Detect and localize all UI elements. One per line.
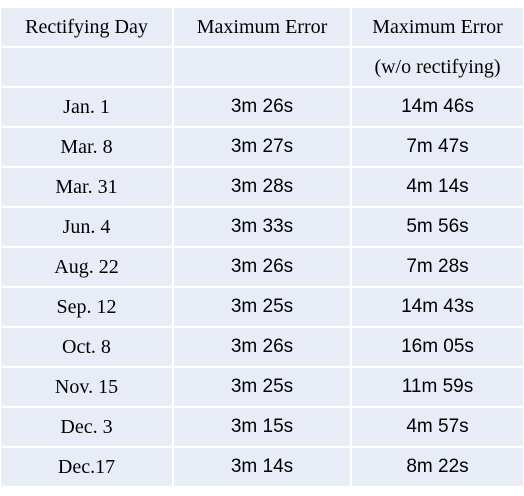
cell-maximum-error: 3m 26s: [174, 88, 350, 126]
header-maximum-error: Maximum Error: [174, 8, 350, 46]
table-row: [0, 368, 524, 406]
cell-maximum-error-unrectified: 4m 14s: [352, 168, 523, 206]
table-row: [0, 248, 524, 286]
cell-maximum-error-unrectified: 5m 56s: [352, 208, 523, 246]
table-row: [0, 128, 524, 166]
header-maximum-error-unrectified: Maximum Error: [352, 8, 523, 46]
cell-maximum-error: 3m 26s: [174, 328, 350, 366]
table-row: [0, 408, 524, 446]
cell-maximum-error: 3m 25s: [174, 288, 350, 326]
cell-maximum-error-unrectified: 11m 59s: [352, 368, 523, 406]
header-rectifying-day: Rectifying Day: [1, 8, 172, 46]
cell-rectifying-day: Aug. 22: [1, 248, 172, 286]
cell-rectifying-day: Jun. 4: [1, 208, 172, 246]
cell-rectifying-day: Sep. 12: [1, 288, 172, 326]
cell-maximum-error-unrectified: 7m 47s: [352, 128, 523, 166]
header-sub-wo-rectifying: (w/o rectifying): [352, 48, 523, 86]
cell-maximum-error-unrectified: 14m 43s: [352, 288, 523, 326]
header-sub-empty-2: [174, 48, 350, 86]
table-row: [0, 328, 524, 366]
cell-maximum-error: 3m 27s: [174, 128, 350, 166]
cell-maximum-error-unrectified: 8m 22s: [352, 448, 523, 486]
cell-maximum-error-unrectified: 14m 46s: [352, 88, 523, 126]
cell-rectifying-day: Mar. 31: [1, 168, 172, 206]
cell-maximum-error: 3m 26s: [174, 248, 350, 286]
table-row: [0, 448, 524, 486]
header-sub-empty-1: [1, 48, 172, 86]
cell-rectifying-day: Dec. 3: [1, 408, 172, 446]
cell-maximum-error-unrectified: 4m 57s: [352, 408, 523, 446]
header-row: [0, 8, 524, 46]
table-row: [0, 208, 524, 246]
cell-rectifying-day: Jan. 1: [1, 88, 172, 126]
cell-maximum-error: 3m 25s: [174, 368, 350, 406]
cell-maximum-error: 3m 28s: [174, 168, 350, 206]
cell-rectifying-day: Mar. 8: [1, 128, 172, 166]
cell-maximum-error: 3m 15s: [174, 408, 350, 446]
cell-rectifying-day: Oct. 8: [1, 328, 172, 366]
cell-rectifying-day: Dec.17: [1, 448, 172, 486]
cell-maximum-error-unrectified: 7m 28s: [352, 248, 523, 286]
cell-maximum-error: 3m 14s: [174, 448, 350, 486]
header-row-subtitle: [0, 48, 524, 86]
cell-maximum-error-unrectified: 16m 05s: [352, 328, 523, 366]
table-row: [0, 288, 524, 326]
cell-maximum-error: 3m 33s: [174, 208, 350, 246]
table-row: [0, 88, 524, 126]
cell-rectifying-day: Nov. 15: [1, 368, 172, 406]
table-row: [0, 168, 524, 206]
